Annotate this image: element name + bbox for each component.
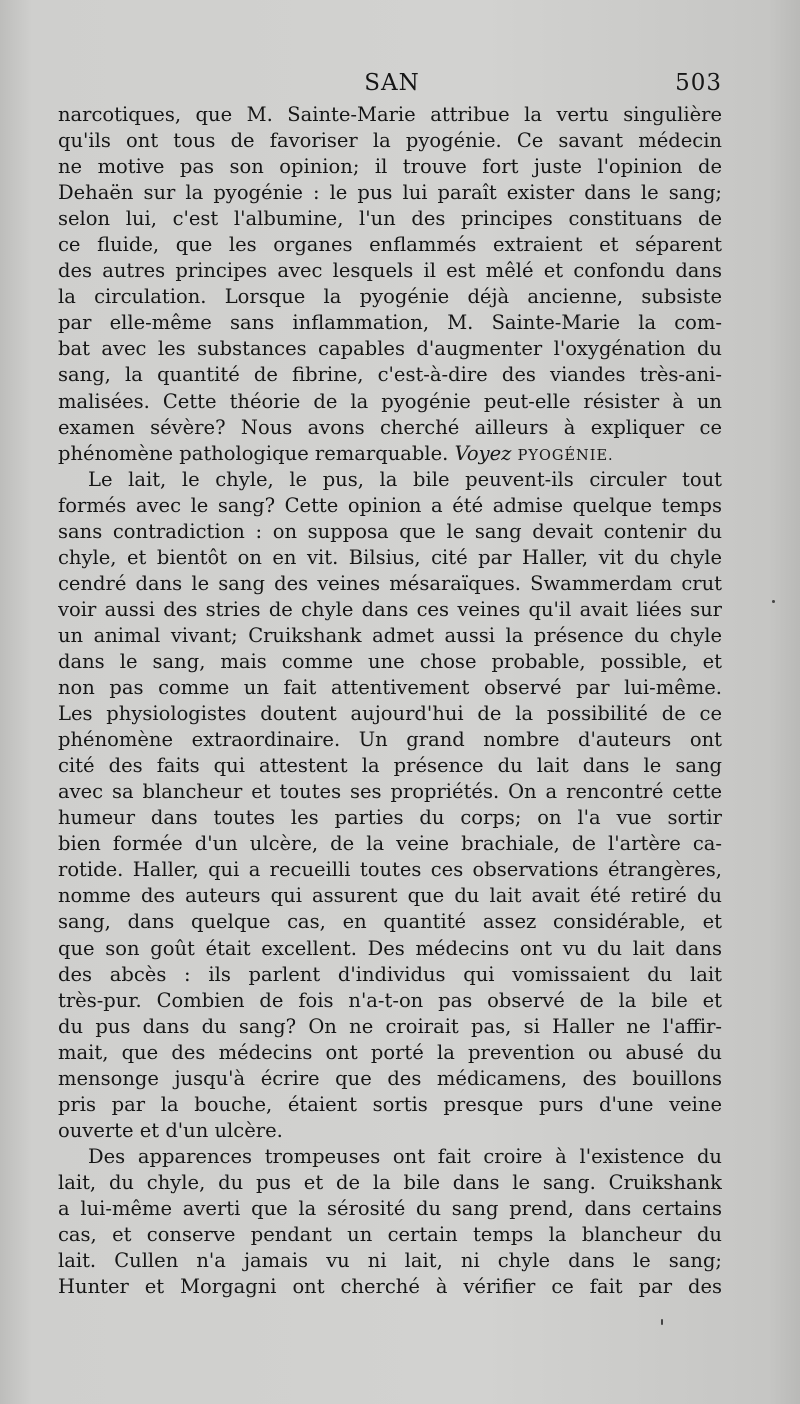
text-line: cendré dans le sang des veines mésaraïques. Swammerdam crut (58, 571, 722, 595)
paragraph (58, 102, 722, 467)
text-line: a lui-même averti que la sérosité du sang prend, dans certains (58, 1196, 722, 1220)
text-line: qu'ils ont tous de favoriser la pyogénie. Ce savant médecin (58, 129, 722, 153)
text-line: lait, du chyle, du pus et de la bile dans le sang. Cruikshank (58, 1170, 722, 1194)
text-line: Le lait, le chyle, le pus, la bile peuvent-ils circuler tout (88, 467, 722, 491)
text-line: avec sa blancheur et toutes ses propriétés. On a rencontré cette (58, 780, 722, 804)
text-line: mait, que des médecins ont porté la prevention ou abusé du (58, 1040, 722, 1064)
text-line: malisées. Cette théorie de la pyogénie peut-elle résister à un (58, 389, 722, 413)
text-line: voir aussi des stries de chyle dans ces veines qu'il avait liées sur (58, 597, 722, 621)
text-line: des autres principes avec lesquels il est mêlé et confondu dans (58, 259, 722, 283)
text-line: ouverte et d'un ulcère. (58, 1118, 283, 1142)
body-text (58, 102, 722, 1300)
paper-speck (661, 1319, 663, 1325)
text-line: lait. Cullen n'a jamais vu ni lait, ni chyle dans le sang; (58, 1249, 722, 1273)
text-line: formés avec le sang? Cette opinion a été admise quelque temps (58, 493, 722, 517)
text-line: dans le sang, mais comme une chose probable, possible, et (58, 649, 722, 673)
text-line: mensonge jusqu'à écrire que des médicamens, des bouillons (58, 1066, 722, 1090)
running-head: SAN (364, 70, 420, 96)
text-line: Dehaën sur la pyogénie : le pus lui paraît exister dans le sang; (58, 181, 722, 205)
paper-speck (772, 600, 775, 603)
paragraph (58, 1144, 722, 1300)
text-line: un animal vivant; Cruikshank admet aussi la présence du chyle (58, 623, 722, 647)
text-line: selon lui, c'est l'albumine, l'un des principes constituans de (58, 207, 722, 231)
text-line: ce fluide, que les organes enflammés extraient et séparent (58, 233, 722, 257)
text-line: Les physiologistes doutent aujourd'hui de la possibilité de ce (58, 702, 722, 726)
page-number: 503 (675, 70, 722, 96)
cross-reference-term: PYOGÉNIE. (517, 447, 614, 464)
text-line: cité des faits qui attestent la présence du lait dans le sang (58, 754, 722, 778)
text-line: la circulation. Lorsque la pyogénie déjà ancienne, subsiste (58, 285, 722, 309)
text-line: bien formée d'un ulcère, de la veine brachiale, de l'artère ca- (58, 832, 722, 856)
text-line: sang, la quantité de fibrine, c'est-à-dire des viandes très-ani- (58, 363, 722, 387)
text-line: examen sévère? Nous avons cherché ailleurs à expliquer ce (58, 415, 722, 439)
text-line: du pus dans du sang? On ne croirait pas, si Haller ne l'affir- (58, 1014, 722, 1038)
text-line: Des apparences trompeuses ont fait croire à l'existence du (88, 1144, 722, 1168)
page-header (62, 70, 722, 100)
text-line: sang, dans quelque cas, en quantité assez considérable, et (58, 910, 722, 934)
text-line: nomme des auteurs qui assurent que du lait avait été retiré du (58, 884, 722, 908)
text-line: humeur dans toutes les parties du corps; on l'a vue sortir (58, 806, 722, 830)
text-line: ne motive pas son opinion; il trouve fort juste l'opinion de (58, 155, 722, 179)
text-line: narcotiques, que M. Sainte-Marie attribue la vertu singulière (58, 103, 722, 126)
text-line: pris par la bouche, étaient sortis presque purs d'une veine (58, 1092, 722, 1116)
text-line: des abcès : ils parlent d'individus qui vomissaient du lait (58, 962, 722, 986)
text-line: non pas comme un fait attentivement observé par lui-même. (58, 676, 722, 700)
text-line: sans contradiction : on supposa que le sang devait contenir du (58, 519, 722, 543)
text-line: chyle, et bientôt on en vit. Bilsius, cité par Haller, vit du chyle (58, 545, 722, 569)
text-line (58, 441, 722, 467)
text-line: par elle-même sans inflammation, M. Sainte-Marie la com- (58, 311, 722, 335)
text-line: Hunter et Morgagni ont cherché à vérifier ce fait par des (58, 1275, 722, 1299)
text-line: que son goût était excellent. Des médecins ont vu du lait dans (58, 936, 722, 960)
cross-reference-see: Voyez (454, 441, 512, 465)
text-span: phénomène pathologique remarquable. (58, 441, 449, 465)
text-line: cas, et conserve pendant un certain temps la blancheur du (58, 1223, 722, 1247)
paragraph (58, 467, 722, 1144)
text-line: bat avec les substances capables d'augmenter l'oxygénation du (58, 337, 722, 361)
text-line: phénomène extraordinaire. Un grand nombre d'auteurs ont (58, 728, 722, 752)
text-line: rotide. Haller, qui a recueilli toutes ces observations étrangères, (58, 858, 722, 882)
text-line: très-pur. Combien de fois n'a-t-on pas observé de la bile et (58, 988, 722, 1012)
